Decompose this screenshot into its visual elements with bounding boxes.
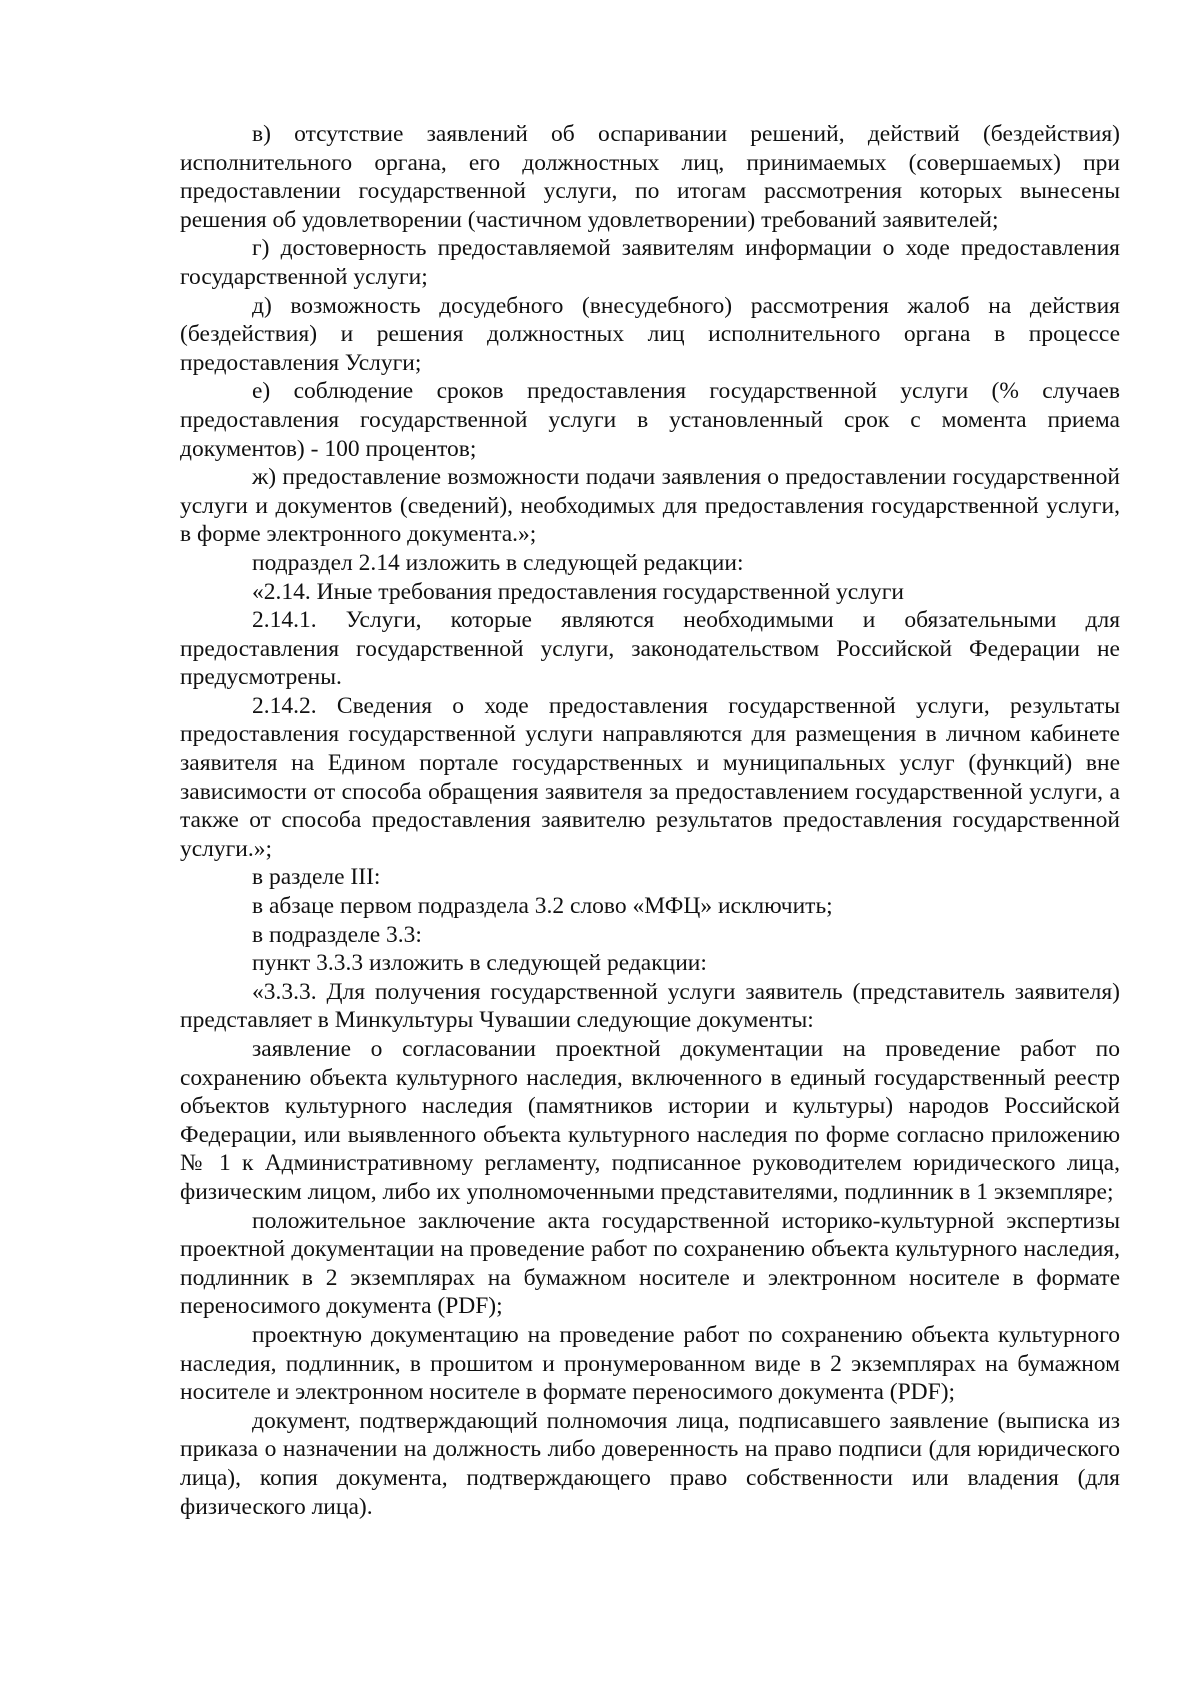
paragraph-item-g: г) достоверность предоставляемой заявителям информации о ходе предоставления государственной услуги;: [180, 235, 1120, 290]
paragraph-subsection-2-14-heading: «2.14. Иные требования предоставления государственной услуги: [252, 578, 904, 605]
paragraph-3-3-3: «3.3.3. Для получения государственной услуги заявитель (представитель заявителя) представляет в Минкультуры Чувашии следующие документы:: [180, 978, 1120, 1034]
paragraph-project-docs: проектную документацию на проведение работ по сохранению объекта культурного наследия, подлинник, в прошитом и пронумерованном виде в 2 экземплярах на бумажном носителе и электронном носителе в формате переносимого документа (PDF);: [180, 1321, 1120, 1406]
paragraph-item-d: д) возможность досудебного (внесудебного) рассмотрения жалоб на действия (бездействия) и решения должностных лиц исполнительного органа в процессе предоставления Услуги;: [180, 292, 1120, 376]
paragraph-section-3: в разделе III:: [252, 864, 381, 891]
paragraph-3-2-amendment: в абзаце первом подраздела 3.2 слово «МФЦ» исключить;: [252, 893, 833, 920]
paragraph-3-3-3-intro: пункт 3.3.3 изложить в следующей редакции:: [252, 950, 707, 977]
paragraph-application: заявление о согласовании проектной документации на проведение работ по сохранению объекта культурного наследия, включенного в единый государственный реестр объектов культурного наследия (памятников истории и культуры) народов Российской Федерации, или выявленного объекта культурного наследия по форме согласно приложению № 1 к Административному регламенту, подписанное руководителем юридического лица, физическим лицом, либо их уполномоченными представителями, подлинник в 1 экземпляре;: [180, 1036, 1120, 1205]
paragraph-2-14-1: 2.14.1. Услуги, которые являются необходимыми и обязательными для предоставления государственной услуги, законодательством Российской Федерации не предусмотрены.: [180, 607, 1120, 691]
paragraph-item-v: в) отсутствие заявлений об оспаривании решений, действий (бездействия) исполнительного органа, его должностных лиц, принимаемых (совершаемых) при предоставлении государственной услуги, по итогам рассмотрения которых вынесены решения об удовлетворении (частичном удовлетворении) требований заявителей;: [180, 121, 1120, 233]
paragraph-authority-doc: документ, подтверждающий полномочия лица, подписавшего заявление (выписка из приказа о назначении на должность либо доверенность на право подписи (для юридического лица), копия документа, подтверждающего право собственности или владения (для физического лица).: [180, 1407, 1120, 1520]
paragraph-item-zh: ж) предоставление возможности подачи заявления о предоставлении государственной услуги и документов (сведений), необходимых для предоставления государственной услуги, в форме электронного документа.»;: [180, 464, 1120, 548]
paragraph-item-e: е) соблюдение сроков предоставления государственной услуги (% случаев предоставления государственной услуги в установленный срок с момента приема документов) - 100 процентов;: [180, 378, 1120, 462]
paragraph-subsection-2-14-intro: подраздел 2.14 изложить в следующей редакции:: [252, 549, 744, 576]
paragraph-expertise: положительное заключение акта государственной историко-культурной экспертизы проектной документации на проведение работ по сохранению объекта культурного наследия, подлинник в 2 экземплярах на бумажном носителе и электронном носителе в формате переносимого документа (PDF);: [180, 1207, 1120, 1320]
paragraph-subsection-3-3: в подразделе 3.3:: [252, 921, 422, 948]
paragraph-2-14-2: 2.14.2. Сведения о ходе предоставления государственной услуги, результаты предоставления государственной услуги направляются для размещения в личном кабинете заявителя на Едином портале государственных и муниципальных услуг (функций) вне зависимости от способа обращения заявителя за предоставлением государственной услуги, а также от способа предоставления заявителю результатов предоставления государственной услуги.»;: [180, 692, 1120, 862]
document-body: [180, 120, 1120, 1521]
